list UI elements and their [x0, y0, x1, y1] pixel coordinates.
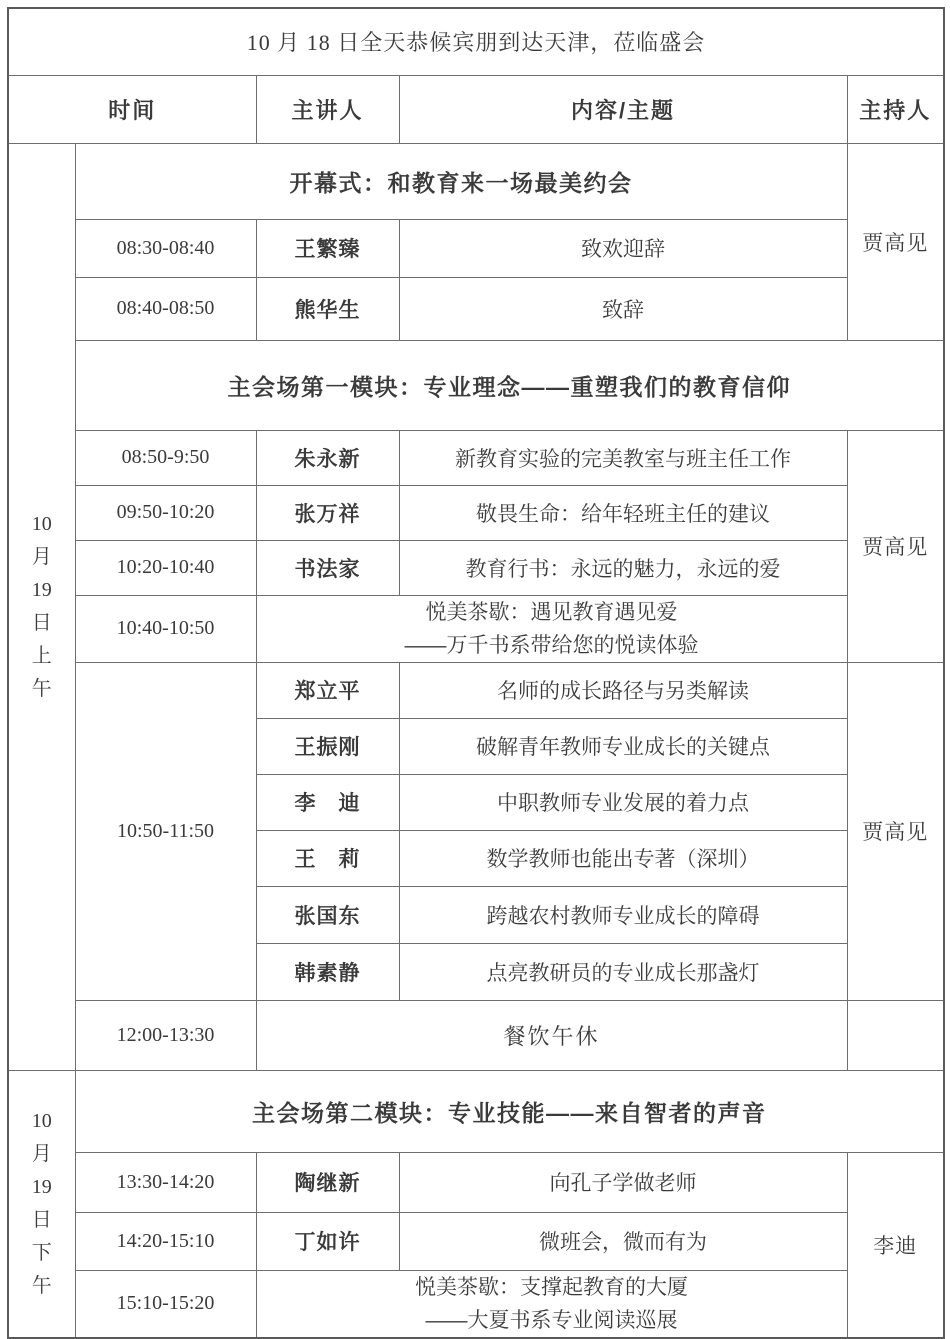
- time-cell: 08:50-9:50: [75, 430, 256, 485]
- topic-cell: 教育行书：永远的魅力，永远的爱: [399, 540, 847, 595]
- banner-text: 10 月 18 日全天恭候宾朋到达天津，莅临盛会: [8, 8, 944, 75]
- opening-section-title: 开幕式：和教育来一场最美约会: [75, 143, 847, 219]
- module2-title: 主会场第二模块：专业技能——来自智者的声音: [75, 1070, 944, 1152]
- host-name-afternoon: 李迪: [847, 1152, 944, 1338]
- time-cell: 08:40-08:50: [75, 277, 256, 340]
- topic-cell: 点亮教研员的专业成长那盏灯: [399, 943, 847, 1000]
- topic-cell: 中职教师专业发展的着力点: [399, 774, 847, 830]
- lunch-label: 餐饮午休: [256, 1000, 847, 1070]
- host-name-module1: 贾高见: [847, 430, 944, 662]
- speaker-cell: 王 莉: [256, 830, 399, 886]
- tea-break-line2: ——大夏书系专业阅读巡展: [425, 1308, 678, 1332]
- topic-cell: 敬畏生命：给年轻班主任的建议: [399, 485, 847, 540]
- time-cell: 10:20-10:40: [75, 540, 256, 595]
- topic-cell: 致辞: [399, 277, 847, 340]
- tea-break-text: [256, 1270, 847, 1338]
- header-row: [8, 75, 944, 143]
- module1-title-row: [8, 340, 944, 430]
- banner-row: [8, 8, 944, 75]
- host-name-block: 贾高见: [847, 662, 944, 1000]
- schedule-row: [8, 485, 944, 540]
- speaker-cell: 朱永新: [256, 430, 399, 485]
- lunch-row: [8, 1000, 944, 1070]
- topic-cell: 微班会，微而有为: [399, 1212, 847, 1270]
- speaker-cell: 熊华生: [256, 277, 399, 340]
- speaker-cell: 王繁臻: [256, 219, 399, 277]
- speaker-cell: 书法家: [256, 540, 399, 595]
- schedule-row: [8, 1212, 944, 1270]
- col-header-host: 主持人: [847, 75, 944, 143]
- opening-title-row: [8, 143, 944, 219]
- host-name-opening: 贾高见: [847, 143, 944, 340]
- schedule-row: [8, 219, 944, 277]
- date-label-morning: [8, 143, 75, 1070]
- time-cell-block: 10:50-11:50: [75, 662, 256, 1000]
- tea-break-line1: 悦美茶歇：支撑起教育的大厦: [415, 1275, 688, 1299]
- speaker-cell: 韩素静: [256, 943, 399, 1000]
- time-cell: 09:50-10:20: [75, 485, 256, 540]
- time-cell: 15:10-15:20: [75, 1270, 256, 1338]
- topic-cell: 数学教师也能出专著（深圳）: [399, 830, 847, 886]
- speaker-cell: 李 迪: [256, 774, 399, 830]
- schedule-row: [8, 430, 944, 485]
- tea-break-line2: ——万千书系带给您的悦读体验: [404, 633, 699, 657]
- schedule-row: [8, 540, 944, 595]
- topic-cell: 向孔子学做老师: [399, 1152, 847, 1212]
- date-label-afternoon-text: 10 月 19 日 下 午: [31, 1109, 52, 1297]
- module2-title-row: [8, 1070, 944, 1152]
- speaker-cell: 郑立平: [256, 662, 399, 718]
- tea-break-row: [8, 1270, 944, 1338]
- time-cell: 12:00-13:30: [75, 1000, 256, 1070]
- time-cell: 14:20-15:10: [75, 1212, 256, 1270]
- topic-cell: 破解青年教师专业成长的关键点: [399, 718, 847, 774]
- topic-cell: 新教育实验的完美教室与班主任工作: [399, 430, 847, 485]
- time-cell: 08:30-08:40: [75, 219, 256, 277]
- module1-title: 主会场第一模块：专业理念——重塑我们的教育信仰: [75, 340, 944, 430]
- tea-break-line1: 悦美茶歇：遇见教育遇见爱: [425, 600, 678, 624]
- col-header-topic: 内容/主题: [399, 75, 847, 143]
- time-cell: 13:30-14:20: [75, 1152, 256, 1212]
- tea-break-text: [256, 595, 847, 662]
- speaker-cell: 丁如许: [256, 1212, 399, 1270]
- schedule-row: [8, 277, 944, 340]
- speaker-cell: 张万祥: [256, 485, 399, 540]
- schedule-row: [8, 1152, 944, 1212]
- topic-cell: 名师的成长路径与另类解读: [399, 662, 847, 718]
- speaker-cell: 陶继新: [256, 1152, 399, 1212]
- time-cell: 10:40-10:50: [75, 595, 256, 662]
- schedule-row: [8, 662, 944, 718]
- host-cell-empty: [847, 1000, 944, 1070]
- schedule-table: [7, 7, 945, 1339]
- speaker-cell: 张国东: [256, 886, 399, 943]
- col-header-time: 时间: [8, 75, 256, 143]
- speaker-cell: 王振刚: [256, 718, 399, 774]
- date-label-morning-text: 10 月 19 日 上 午: [31, 512, 52, 700]
- date-label-afternoon: [8, 1070, 75, 1338]
- tea-break-row: [8, 595, 944, 662]
- col-header-speaker: 主讲人: [256, 75, 399, 143]
- topic-cell: 致欢迎辞: [399, 219, 847, 277]
- topic-cell: 跨越农村教师专业成长的障碍: [399, 886, 847, 943]
